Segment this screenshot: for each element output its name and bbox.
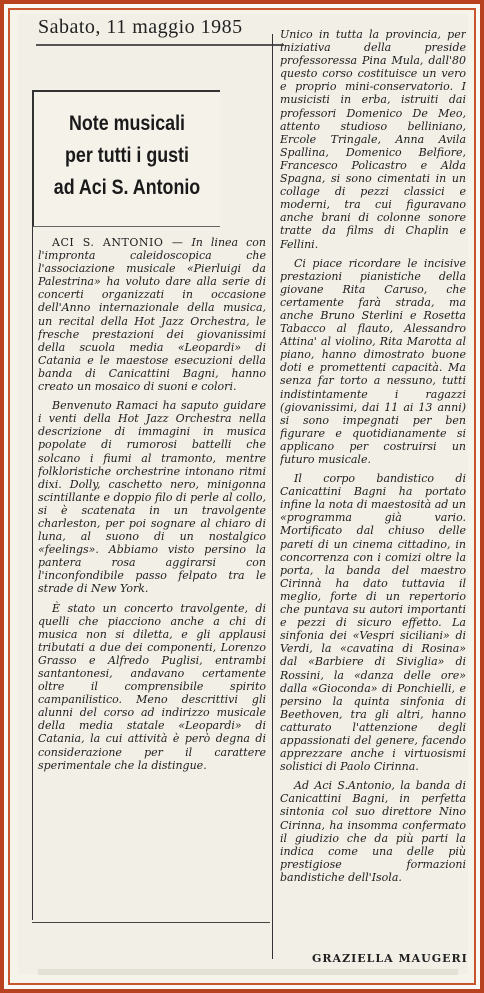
newspaper-clipping — [18, 14, 468, 974]
headline-line-2: per tutti i gusti — [65, 144, 189, 167]
left-paragraph-3: È stato un concerto travolgente, di quelli che piacciono anche a chi di musica non si diletta, e gli applausi tributati a due dei componenti, Lorenzo Grasso e Alfredo Puglisi, entrambi santantonesi, andavano certamente oltre il comprensibile spirito campanilistico. Meno descrittivi gli alunni del corso ad indirizzo musicale della media statale «Leopardi» di Catania, la cui attività è però degna di considerazione per il carattere sperimentale che la distingue. — [38, 601, 266, 772]
column-divider — [272, 34, 273, 959]
right-paragraph-4: Ad Aci S.Antonio, la banda di Canicattini Bagni, in perfetta sintonia col suo direttore Nino Cirinna, ha insomma confermato il giudizio che da più parti la indica come una delle più prestigiose formazioni bandistiche dell'Isola. — [280, 779, 466, 884]
dateline: Sabato, 11 maggio 1985 — [38, 16, 243, 38]
right-paragraph-3: Il corpo bandistico di Canicattini Bagni ha portato infine la nota di maestosità ad un «programma già vario. Mortificato dal chiuso delle pareti di un cinema cittadino, in concorrenza con i comizi oltre la porta, la banda del maestro Cirinnà ha dato tuttavia il meglio, forte di un repertorio che puntava su autori importanti e pezzi di sicuro effetto. La sinfonia dei «Vespri siciliani» di Verdi, la «cavatina di Rosina» dal «Barbiere di Siviglia» di Rossini, la «danza delle ore» dalla «Gioconda» di Ponchielli, e persino la quinta sinfonia di Beethoven, tra gli altri, hanno catturato l'attenzione degli appassionati del genere, facendo apprezzare anche i virtuosismi solistici di Paolo Cirinna. — [280, 472, 466, 774]
byline: GRAZIELLA MAUGERI — [312, 952, 468, 965]
right-paragraph-2: Ci piace ricordare le incisive prestazioni pianistiche della giovane Rita Caruso, che certamente farà strada, ma anche Bruno Sterlini e Rosetta Tabacco al flauto, Alessandro Attina' al violino, Rita Marotta al piano, hanno dimostrato buone doti e promettenti capacità. Ma senza far torto a nessuno, tutti indistintamente i ragazzi (giovanissimi, dai 11 ai 13 anni) si sono impegnati per ben figurare e quotidianamente si applicano per costruirsi un futuro musicale. — [280, 256, 466, 466]
left-paragraph-1: ACI S. ANTONIO — In linea con l'impronta caleidoscopica che l'associazione musicale «Pierluigi da Palestrina» ha voluto dare alla serie di concerti organizzati in occasione dell'Anno internazionale della musica, un recital della Hot Jazz Orchestra, le fresche prestazioni dei giovanissimi della scuola media «Leopardi» di Catania e le maestose esecuzioni della banda di Canicattini Bagni, hanno creato un mosaico di suoni e colori. — [38, 236, 266, 394]
left-column — [38, 236, 266, 926]
headline-line-1: Note musicali — [68, 112, 186, 135]
right-paragraph-1: Unico in tutta la provincia, per iniziativa della preside professoressa Pina Mula, dall'80 questo corso costituisce un vero e proprio mini-conservatorio. I musicisti in erba, istruiti dai professori Domenico De Meo, attento studioso belliniano, Ercole Tringale, Anna Avila Spallina, Domenico Belfiore, Francesco Policastro e Alda Spagna, si sono cimentati in un collage di pezzi classici e moderni, tra cui figuravano anche brani di colonne sonore tratte da films di Chaplin e Fellini. — [280, 28, 466, 251]
left-paragraph-2: Benvenuto Ramaci ha saputo guidare i venti della Hot Jazz Orchestra nella descrizione di immagini in musica popolate di rumorosi battelli che solcano i fiumi al tramonto, mentre folkloristiche orchestrine intonano ritmi dixi. Dolly, caschetto nero, minigonna scintillante e doppio filo di perle al collo, si è scatenata in un travolgente charleston, per poi sognare al chiaro di luna, al suono di un nostalgico «feelings». Abbiamo visto persino la pantera rosa aggirarsi con l'inconfondibile passo felpato tra le strade di New York. — [38, 399, 266, 596]
dateline-rule — [36, 44, 284, 46]
headline-line-3: ad Aci S. Antonio — [53, 176, 201, 199]
lead-text: ACI S. ANTONIO — — [52, 236, 184, 249]
headline-box — [32, 90, 220, 227]
bottom-smudge — [38, 969, 458, 975]
right-column — [280, 28, 466, 946]
